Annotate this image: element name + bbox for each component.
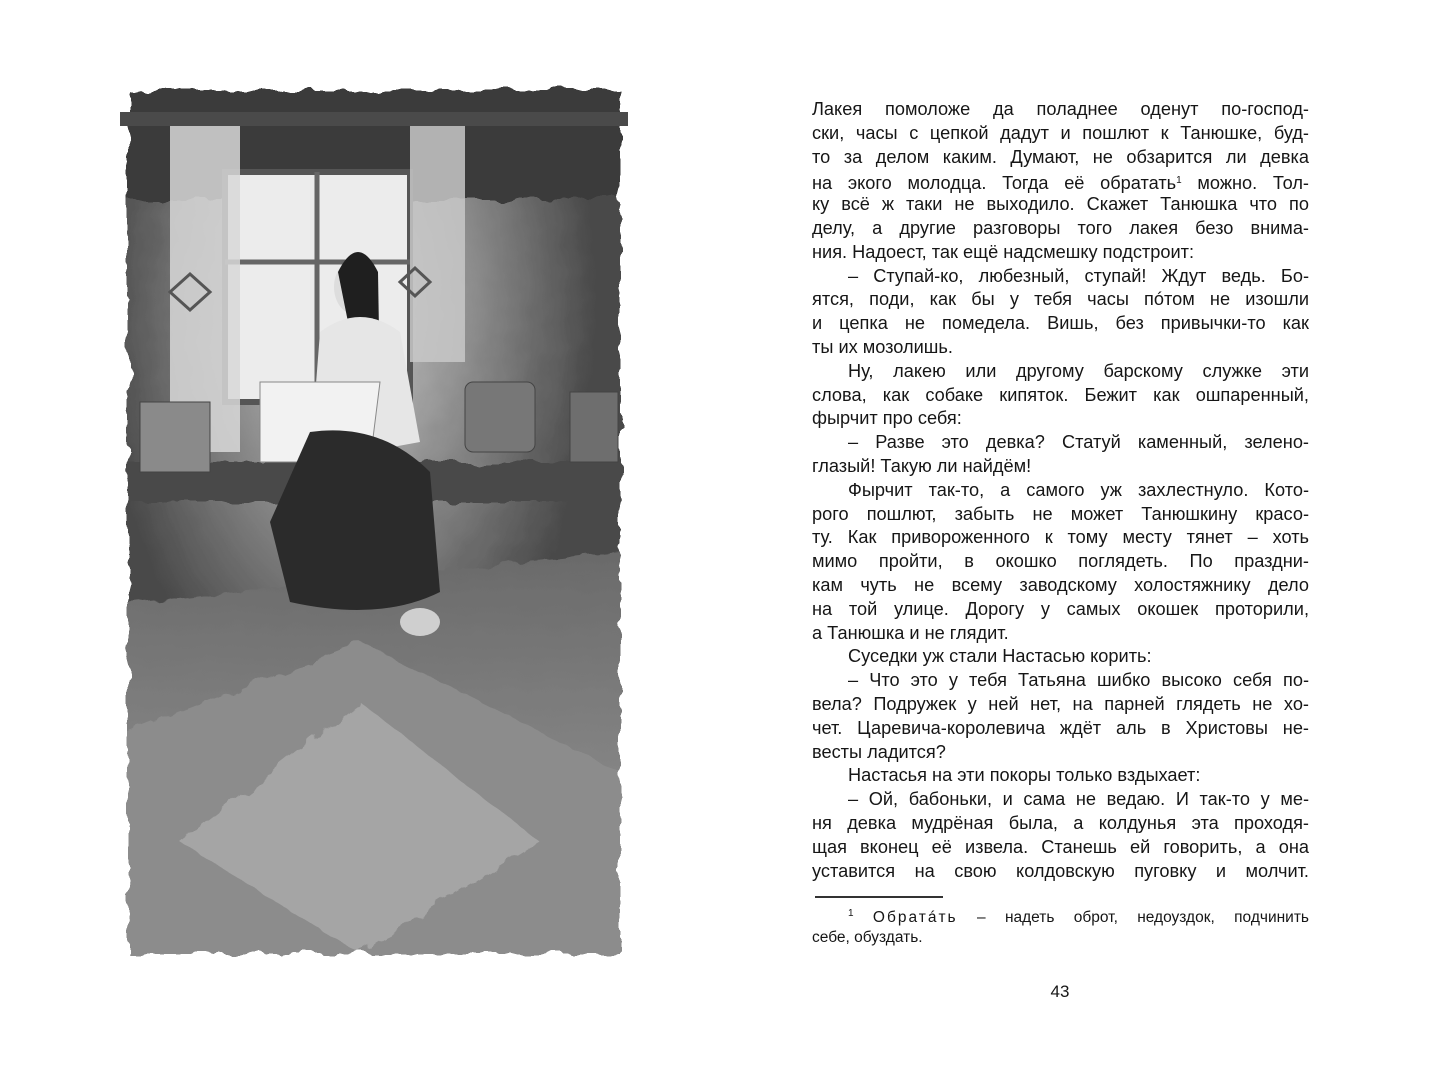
text-line: ту. Как привороженного к тому месту тянет – хоть	[812, 527, 1309, 548]
footnote-term: Обратáть	[872, 909, 958, 926]
text-line: щая вконец её извела. Станешь ей говорить, а она	[812, 836, 1309, 857]
footnote-number: 1	[848, 908, 854, 919]
footnote-line	[812, 902, 1309, 926]
text-line: рого пошлют, забыть не может Танюшкину красо-	[812, 503, 1309, 524]
text-line: вела? Подружек у ней нет, на парней глядеть не хо-	[812, 693, 1309, 714]
footnote	[812, 902, 1309, 949]
text-line: делу, а другие разговоры того лакея безо внима-	[812, 217, 1309, 238]
text-line: – Ой, бабоньки, и сама не ведаю. И так-то у ме-	[848, 789, 1309, 810]
text-line-part: можно. Тол-	[1197, 173, 1309, 194]
text-line	[812, 169, 1309, 193]
text-line: ты их мозолишь.	[812, 336, 953, 357]
text-line: на той улице. Дорогу у самых окошек проторили,	[812, 598, 1309, 619]
text-line: а Танюшка и не глядит.	[812, 622, 1009, 643]
footnote-marker[interactable]: 1	[1176, 175, 1182, 187]
text-line: Фырчит так-то, а самого уж захлестнуло. Кото-	[848, 479, 1309, 500]
text-line: мимо пройти, в окошко поглядеть. По праздни-	[812, 551, 1309, 572]
text-line: ятся, поди, как бы у тебя часы пóтом не изошли	[812, 289, 1309, 310]
text-line: фырчит про себя:	[812, 408, 962, 429]
text-line: кам чуть не всему заводскому холостяжнику дело	[812, 574, 1309, 595]
text-line: ния. Надоест, так ещё надсмешку подстроит:	[812, 241, 1195, 262]
text-line: ня девка мудрёная была, а колдунья эта проходя-	[812, 812, 1309, 833]
footnote-divider	[815, 896, 943, 898]
page-number: 43	[1050, 982, 1070, 1001]
text-line: то за делом каким. Думают, не обзарится ли девка	[812, 146, 1309, 167]
text-line: Ну, лакею или другому барскому служке эти	[848, 360, 1309, 381]
text-line: Суседки уж стали Настасью корить:	[848, 646, 1152, 667]
text-line-part: на экого молодца. Тогда её обратать	[812, 173, 1177, 194]
text-line: Настасья на эти покоры только вздыхает:	[848, 765, 1201, 786]
text-line: и цепка не помедела. Вишь, без привычки-то как	[812, 313, 1309, 334]
text-line: весты ладится?	[812, 741, 946, 762]
text-line: ку всё ж таки не выходило. Скажет Танюшка что по	[812, 194, 1309, 215]
text-line: чет. Царевича-королевича ждёт аль в Христовы не-	[812, 717, 1309, 738]
text-line: – Разве это девка? Статуй каменный, зелено-	[848, 432, 1309, 453]
footnote-definition: – надеть оброт, недоуздок, подчинить	[957, 909, 1309, 926]
text-line: – Что это у тебя Татьяна шибко высоко себя по-	[848, 670, 1309, 691]
text-line: глазый! Такую ли найдём!	[812, 455, 1032, 476]
body-text	[812, 98, 1309, 883]
text-line: ски, часы с цепкой дадут и пошлют к Танюшке, буд-	[812, 122, 1309, 143]
text-line: Лакея помоложе да поладнее оденут по-господ-	[812, 99, 1309, 119]
text-line: слова, как собаке кипяток. Бежит как ошпаренный,	[812, 384, 1309, 405]
text-line: уставится на свою колдовскую пуговку и молчит.	[812, 860, 1309, 881]
footnote-line: себе, обуздать.	[812, 928, 923, 946]
illustration-girl-embroidering-by-window	[120, 82, 628, 962]
text-line: – Ступай-ко, любезный, ступай! Ждут ведь. Бо-	[848, 265, 1309, 286]
